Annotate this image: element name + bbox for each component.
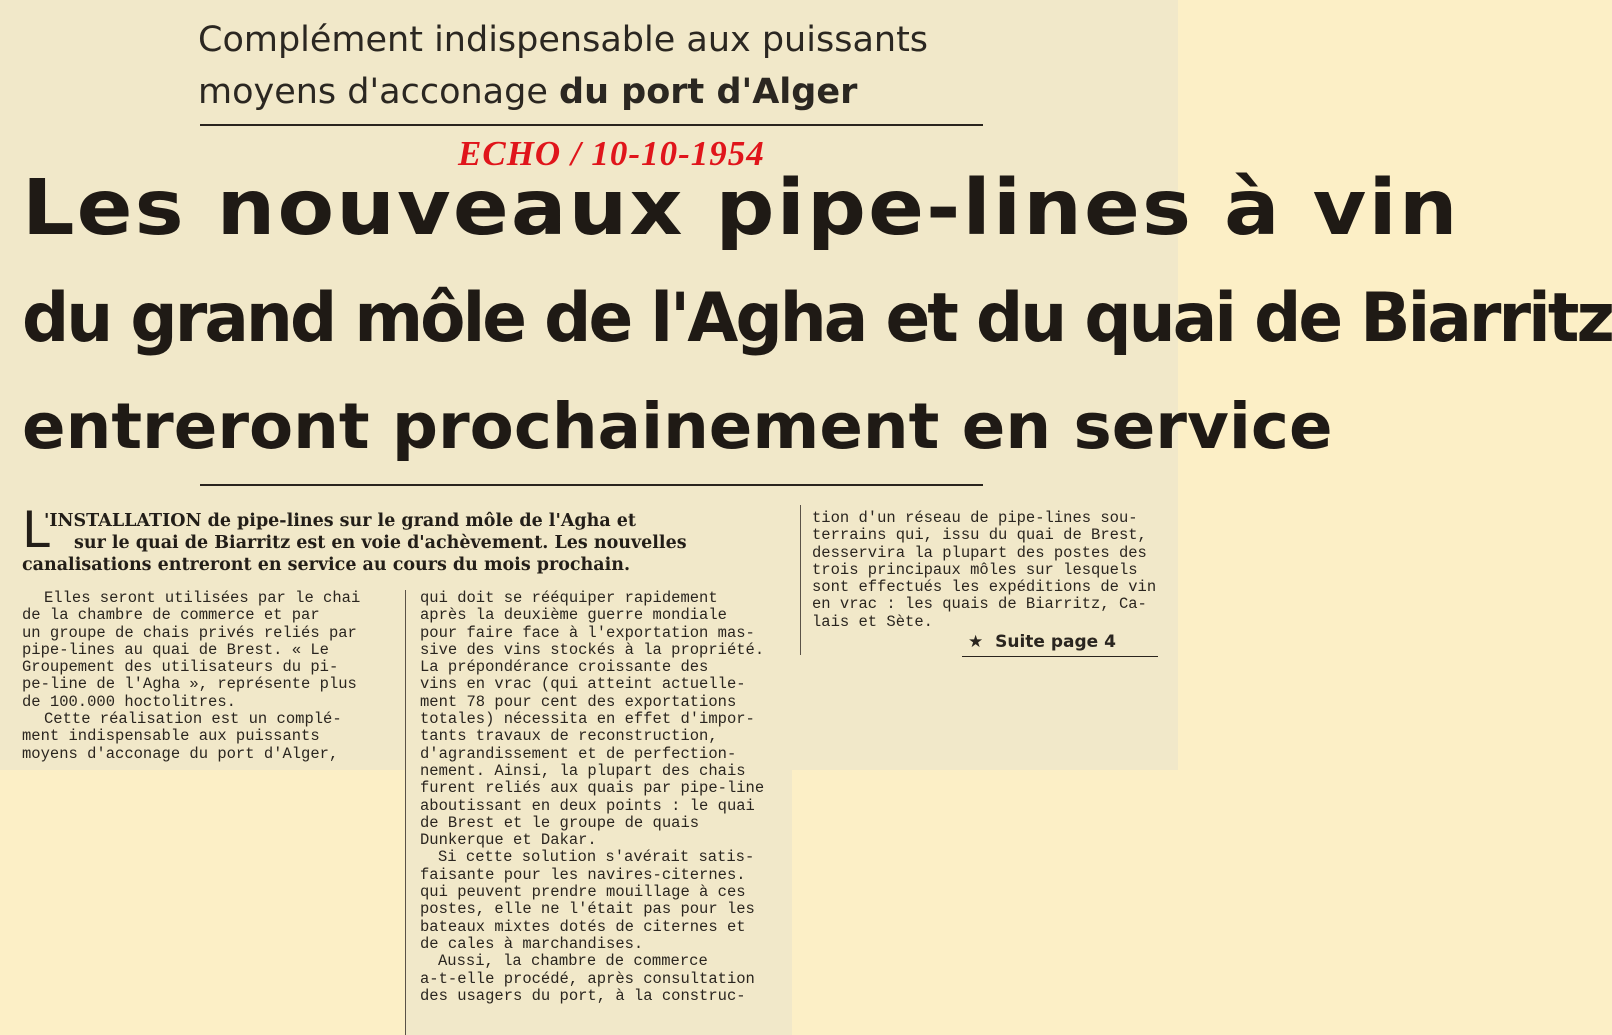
column-line: tants travaux de reconstruction, [420,727,718,746]
column-line: Dunkerque et Dakar. [420,831,597,850]
column-line: desservira la plupart des postes des [812,543,1147,562]
column-line: moyens d'acconage du port d'Alger, [22,744,339,763]
column-line: totales) nécessita en effet d'impor- [420,710,755,729]
continuation-note [968,632,1116,652]
headline-line-3: entreront prochainement en service [22,390,1333,463]
lead-line: 'INSTALLATION de pipe-lines sur le grand môle de l'Agha et [44,511,637,531]
column-line: nement. Ainsi, la plupart des chais [420,761,746,780]
column-line: de la chambre de commerce et par [22,606,320,625]
column-divider [405,590,406,1035]
column-line: après la deuxième guerre mondiale [420,606,727,625]
lead-paragraph [22,510,792,576]
column-line: des usagers du port, à la construc- [420,986,746,1005]
headline-rule [200,484,983,486]
column-line: lais et Sète. [812,612,933,631]
column-line: Si cette solution s'avérait satis- [438,848,755,867]
headline-line-2: du grand môle de l'Agha et du quai de Biarritz [22,279,1612,358]
article-column-1 [22,590,392,763]
column-line: Elles seront utilisées par le chai [44,589,361,607]
column-line: Cette réalisation est un complé- [44,710,342,729]
column-line: faisante pour les navires-citernes. [420,865,746,884]
column-line: de 100.000 hoctolitres. [22,692,236,711]
column-line: aboutissant en deux points : le quai [420,796,755,815]
column-line: vins en vrac (qui atteint actuelle- [420,675,746,694]
kicker-line-1: Complément indispensable aux puissants [198,20,929,60]
article-column-2 [420,590,790,1005]
column-line: ment indispensable aux puissants [22,727,320,746]
headline-line-1: Les nouveaux pipe-lines à vin [22,164,1460,253]
column-line: tion d'un réseau de pipe-lines sou- [812,509,1138,527]
column-line: bateaux mixtes dotés de citernes et [420,917,746,936]
column-line: pipe-lines au quai de Brest. « Le [22,640,329,659]
column-line: ment 78 pour cent des exportations [420,692,737,711]
lead-dropcap: L [22,501,50,559]
top-rule [200,124,983,126]
column-line: terrains qui, issu du quai de Brest, [812,526,1147,545]
lead-line: canalisations entreront en service au cours du mois prochain. [22,555,631,575]
continuation-rule [962,656,1158,657]
column-line: Groupement des utilisateurs du pi- [22,658,339,677]
column-line: qui doit se rééquiper rapidement [420,589,718,607]
column-line: un groupe de chais privés reliés par [22,623,357,642]
column-line: qui peuvent prendre mouillage à ces [420,883,746,902]
kicker-line-2-bold: du port d'Alger [559,72,858,112]
column-line: trois principaux môles sur lesquels [812,560,1138,579]
column-line: sont effectués les expéditions de vin [812,578,1157,597]
column-line: pour faire face à l'exportation mas- [420,623,755,642]
kicker-line-2-regular: moyens d'acconage [198,72,548,112]
column-line: de Brest et le groupe de quais [420,813,700,832]
lead-line: sur le quai de Biarritz est en voie d'achèvement. Les nouvelles [74,533,687,553]
column-line: de cales à marchandises. [420,934,644,953]
kicker-line-2 [198,72,998,112]
column-line: a-t-elle procédé, après consultation [420,969,755,988]
column-line: en vrac : les quais de Biarritz, Ca- [812,595,1147,614]
column-line: La prépondérance croissante des [420,658,709,677]
column-line: postes, elle ne l'était pas pour les [420,900,755,919]
column-line: Aussi, la chambre de commerce [438,952,708,971]
source-date-stamp: ECHO / 10-10-1954 [458,134,765,173]
column-line: sive des vins stockés à la propriété. [420,640,765,659]
column-divider [800,505,801,655]
star-icon: ★ [968,632,984,652]
article-column-3 [812,510,1178,631]
column-line: pe-line de l'Agha », représente plus [22,675,357,694]
column-line: d'agrandissement et de perfection- [420,744,737,763]
continuation-text: Suite page 4 [995,632,1116,652]
column-line: furent reliés aux quais par pipe-line [420,779,765,798]
